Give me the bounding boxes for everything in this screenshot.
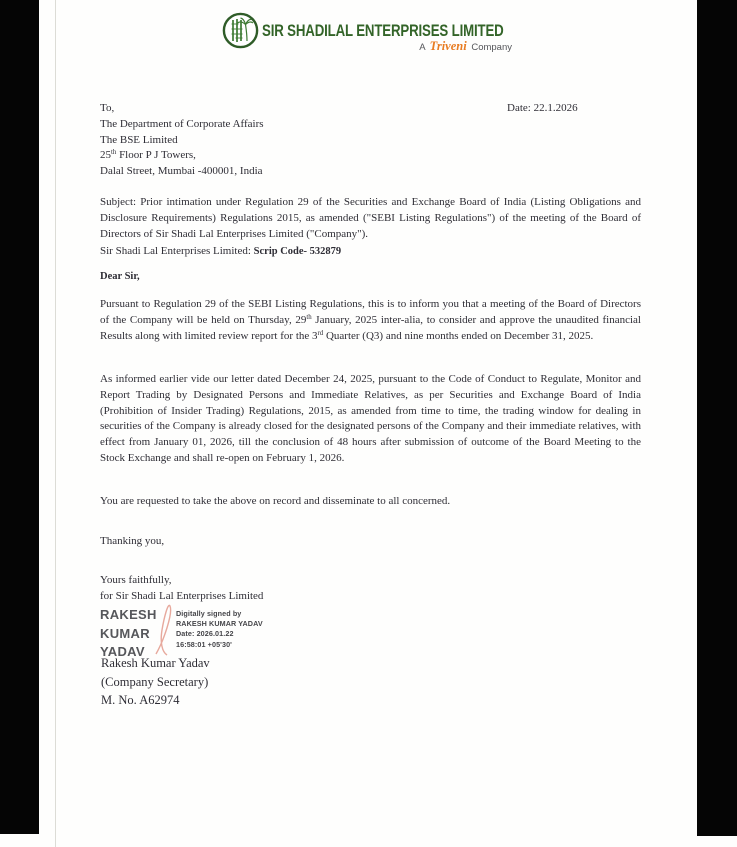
para1-part-c: Quarter (Q3) and nine months ended on December 31, 2025. <box>323 329 594 342</box>
company-logo-icon <box>222 12 259 49</box>
tagline-prefix: A <box>419 42 426 53</box>
scrip-code-line <box>100 244 341 260</box>
floor-rest: Floor P J Towers, <box>116 149 196 162</box>
signer-title: (Company Secretary) <box>101 674 209 689</box>
paragraph-board-meeting <box>100 297 641 344</box>
signer-name: Rakesh Kumar Yadav <box>101 656 210 670</box>
closing-yours-faithfully: Yours faithfully, <box>100 574 172 586</box>
para1-part-b: January, 2025 inter-alia, to consider and approve the unaudited financial Results along with limited review report for the 3 <box>100 313 641 342</box>
letter-date: Date: 22.1.2026 <box>507 102 578 114</box>
tagline-brand-wordmark: Triveni <box>429 39 467 53</box>
para1-part-a: Pursuant to Regulation 29 of the SEBI Listing Regulations, this is to inform you that a meeting of the Board of Directors of the Company will be held on Thursday, 29 <box>100 298 641 326</box>
scan-edge-right <box>697 0 737 836</box>
signer-membership-number: M. No. A62974 <box>101 693 180 707</box>
digital-signed-by-label: Digitally signed by <box>176 609 242 618</box>
thanking-line: Thanking you, <box>100 535 165 547</box>
closing-block <box>100 572 263 604</box>
greeting: Dear Sir, <box>100 271 140 282</box>
floor-number: 25 <box>100 149 111 162</box>
stamp-line-2: KUMAR <box>100 625 150 641</box>
floor-ordinal: th <box>111 149 117 157</box>
tagline-suffix: Company <box>471 42 512 53</box>
digital-signer-name: RAKESH KUMAR YADAV <box>176 619 263 629</box>
digital-sign-date: Date: 2026.01.22 <box>176 629 234 639</box>
scrip-code: Scrip Code- 532879 <box>253 246 342 257</box>
company-name: SIR SHADILAL ENTERPRISES LIMITED <box>262 21 504 40</box>
stamp-line-1: RAKESH <box>100 607 157 622</box>
subject-line: Subject: Prior intimation under Regulation 29 of the Securities and Exchange Board of India (Listing Obligations and Disclosure Requirements) Regulations 2015, as amended ("SEBI Listing Regulations") of the meeting of the Board of Directors of Sir Shadi Lal Enterprises Limited ("Company"). <box>100 196 641 240</box>
recipient-dept: The Department of Corporate Affairs <box>100 117 264 130</box>
paragraph-trading-window: As informed earlier vide our letter dated December 24, 2025, pursuant to the Code of Conduct to Regulate, Monitor and Report Trading by Designated Persons and Immediate Relatives, as per Securities and Exchange Board of India (Prohibition of Insider Trading) Regulations, 2015, as amended from time to time, the trading window for dealing in securities of the Company is already closed for the designated persons of the Company and their immediate relatives, with effect from January 01, 2026, till the conclusion of 48 hours after submission of outcome of the Board Meeting to the Stock Exchange and shall re-open on February 1, 2026. <box>100 373 641 464</box>
recipient-street: Dalal Street, Mumbai -400001, India <box>100 165 263 178</box>
page-fold-line <box>55 0 56 847</box>
para1-ordinal-1: th <box>306 313 312 321</box>
digital-signature-details <box>176 609 263 650</box>
scrip-company: Sir Shadi Lal Enterprises Limited: <box>100 245 254 257</box>
stamp-line-3: YADAV <box>100 644 145 659</box>
company-tagline <box>262 39 512 54</box>
recipient-org: The BSE Limited <box>100 133 178 146</box>
signer-block <box>101 654 210 710</box>
recipient-address <box>100 101 264 180</box>
digital-sign-time: 16:58:01 +05'30' <box>176 639 232 649</box>
para1-ordinal-2: rd <box>317 329 324 337</box>
closing-for-company: for Sir Shadi Lal Enterprises Limited <box>100 590 264 602</box>
paragraph-request: You are requested to take the above on record and disseminate to all concerned. <box>100 495 451 507</box>
recipient-to: To, <box>100 102 115 114</box>
scan-edge-left <box>0 0 39 834</box>
recipient-floor <box>100 148 264 164</box>
